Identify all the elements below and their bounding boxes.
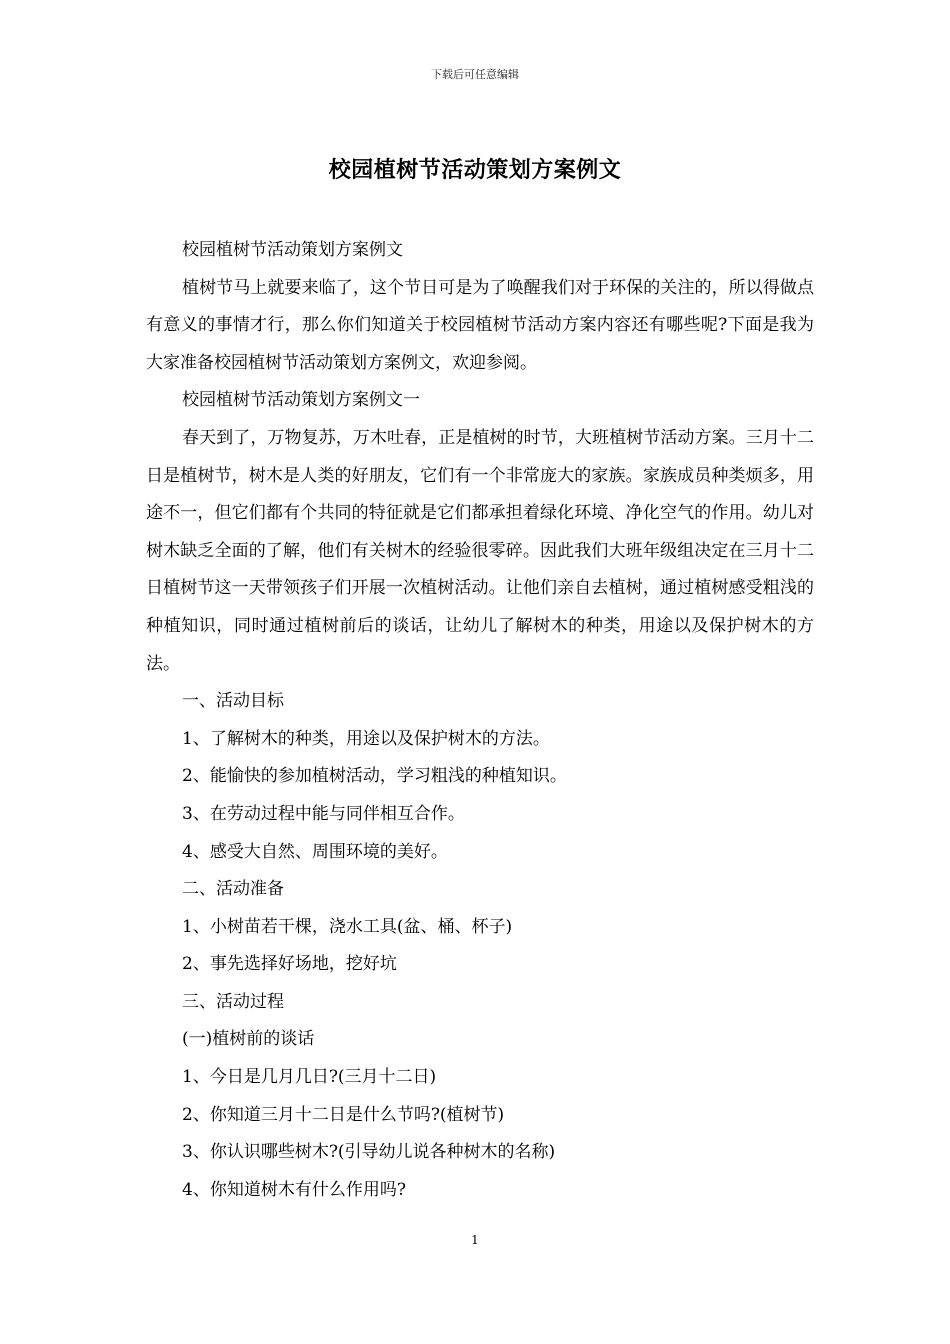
subheading-pre-planting-talk: (一)植树前的谈话 (182, 1029, 315, 1050)
heading-activity-goals: 一、活动目标 (182, 691, 284, 712)
paragraph-section-title: 校园植树节活动策划方案例文一 (182, 390, 420, 411)
list-item: 3、在劳动过程中能与同伴相互合作。 (182, 803, 465, 824)
list-item: 1、了解树木的种类，用途以及保护树木的方法。 (182, 728, 550, 749)
document-title: 校园植树节活动策划方案例文 (328, 157, 622, 183)
list-item: 1、小树苗若干棵，浇水工具(盆、桶、杯子) (182, 916, 513, 937)
list-item: 1、今日是几月几日?(三月十二日) (182, 1067, 437, 1088)
paragraph-subtitle: 校园植树节活动策划方案例文 (182, 240, 403, 260)
document-body (146, 232, 814, 1209)
list-item: 2、你知道三月十二日是什么节吗?(植树节) (182, 1104, 505, 1125)
list-item: 2、能愉快的参加植树活动，学习粗浅的种植知识。 (182, 766, 567, 787)
list-item: 4、感受大自然、周围环境的美好。 (182, 841, 448, 862)
paragraph-background: 春天到了，万物复苏，万木吐春，正是植树的时节，大班植树节活动方案。三月十二日是植树节，树木是人类的好朋友，它们有一个非常庞大的家族。家族成员种类烦多，用途不一，但它们都有个共同的特征就是它们都承担着绿化环境、净化空气的作用。幼儿对树木缺乏全面的了解，他们有关树木的经验很零碎。因此我们大班年级组决定在三月十二日植树节这一天带领孩子们开展一次植树活动。让他们亲自去植树，通过植树感受粗浅的种植知识，同时通过植树前后的谈话，让幼儿了解树木的种类，用途以及保护树木的方法。 (146, 427, 814, 674)
list-item: 3、你认识哪些树木?(引导幼儿说各种树木的名称) (182, 1142, 556, 1163)
list-item: 2、事先选择好场地，挖好坑 (182, 954, 397, 975)
page-number: 1 (471, 1233, 479, 1247)
heading-activity-preparation: 二、活动准备 (182, 879, 284, 900)
page-header-note: 下载后可任意编辑 (431, 68, 519, 81)
heading-activity-process: 三、活动过程 (182, 991, 284, 1012)
list-item: 4、你知道树木有什么作用吗? (182, 1179, 406, 1200)
paragraph-intro: 植树节马上就要来临了，这个节日可是为了唤醒我们对于环保的关注的，所以得做点有意义的事情才行，那么你们知道关于校园植树节活动方案内容还有哪些呢?下面是我为大家准备校园植树节活动策划方案例文，欢迎参阅。 (146, 277, 814, 373)
